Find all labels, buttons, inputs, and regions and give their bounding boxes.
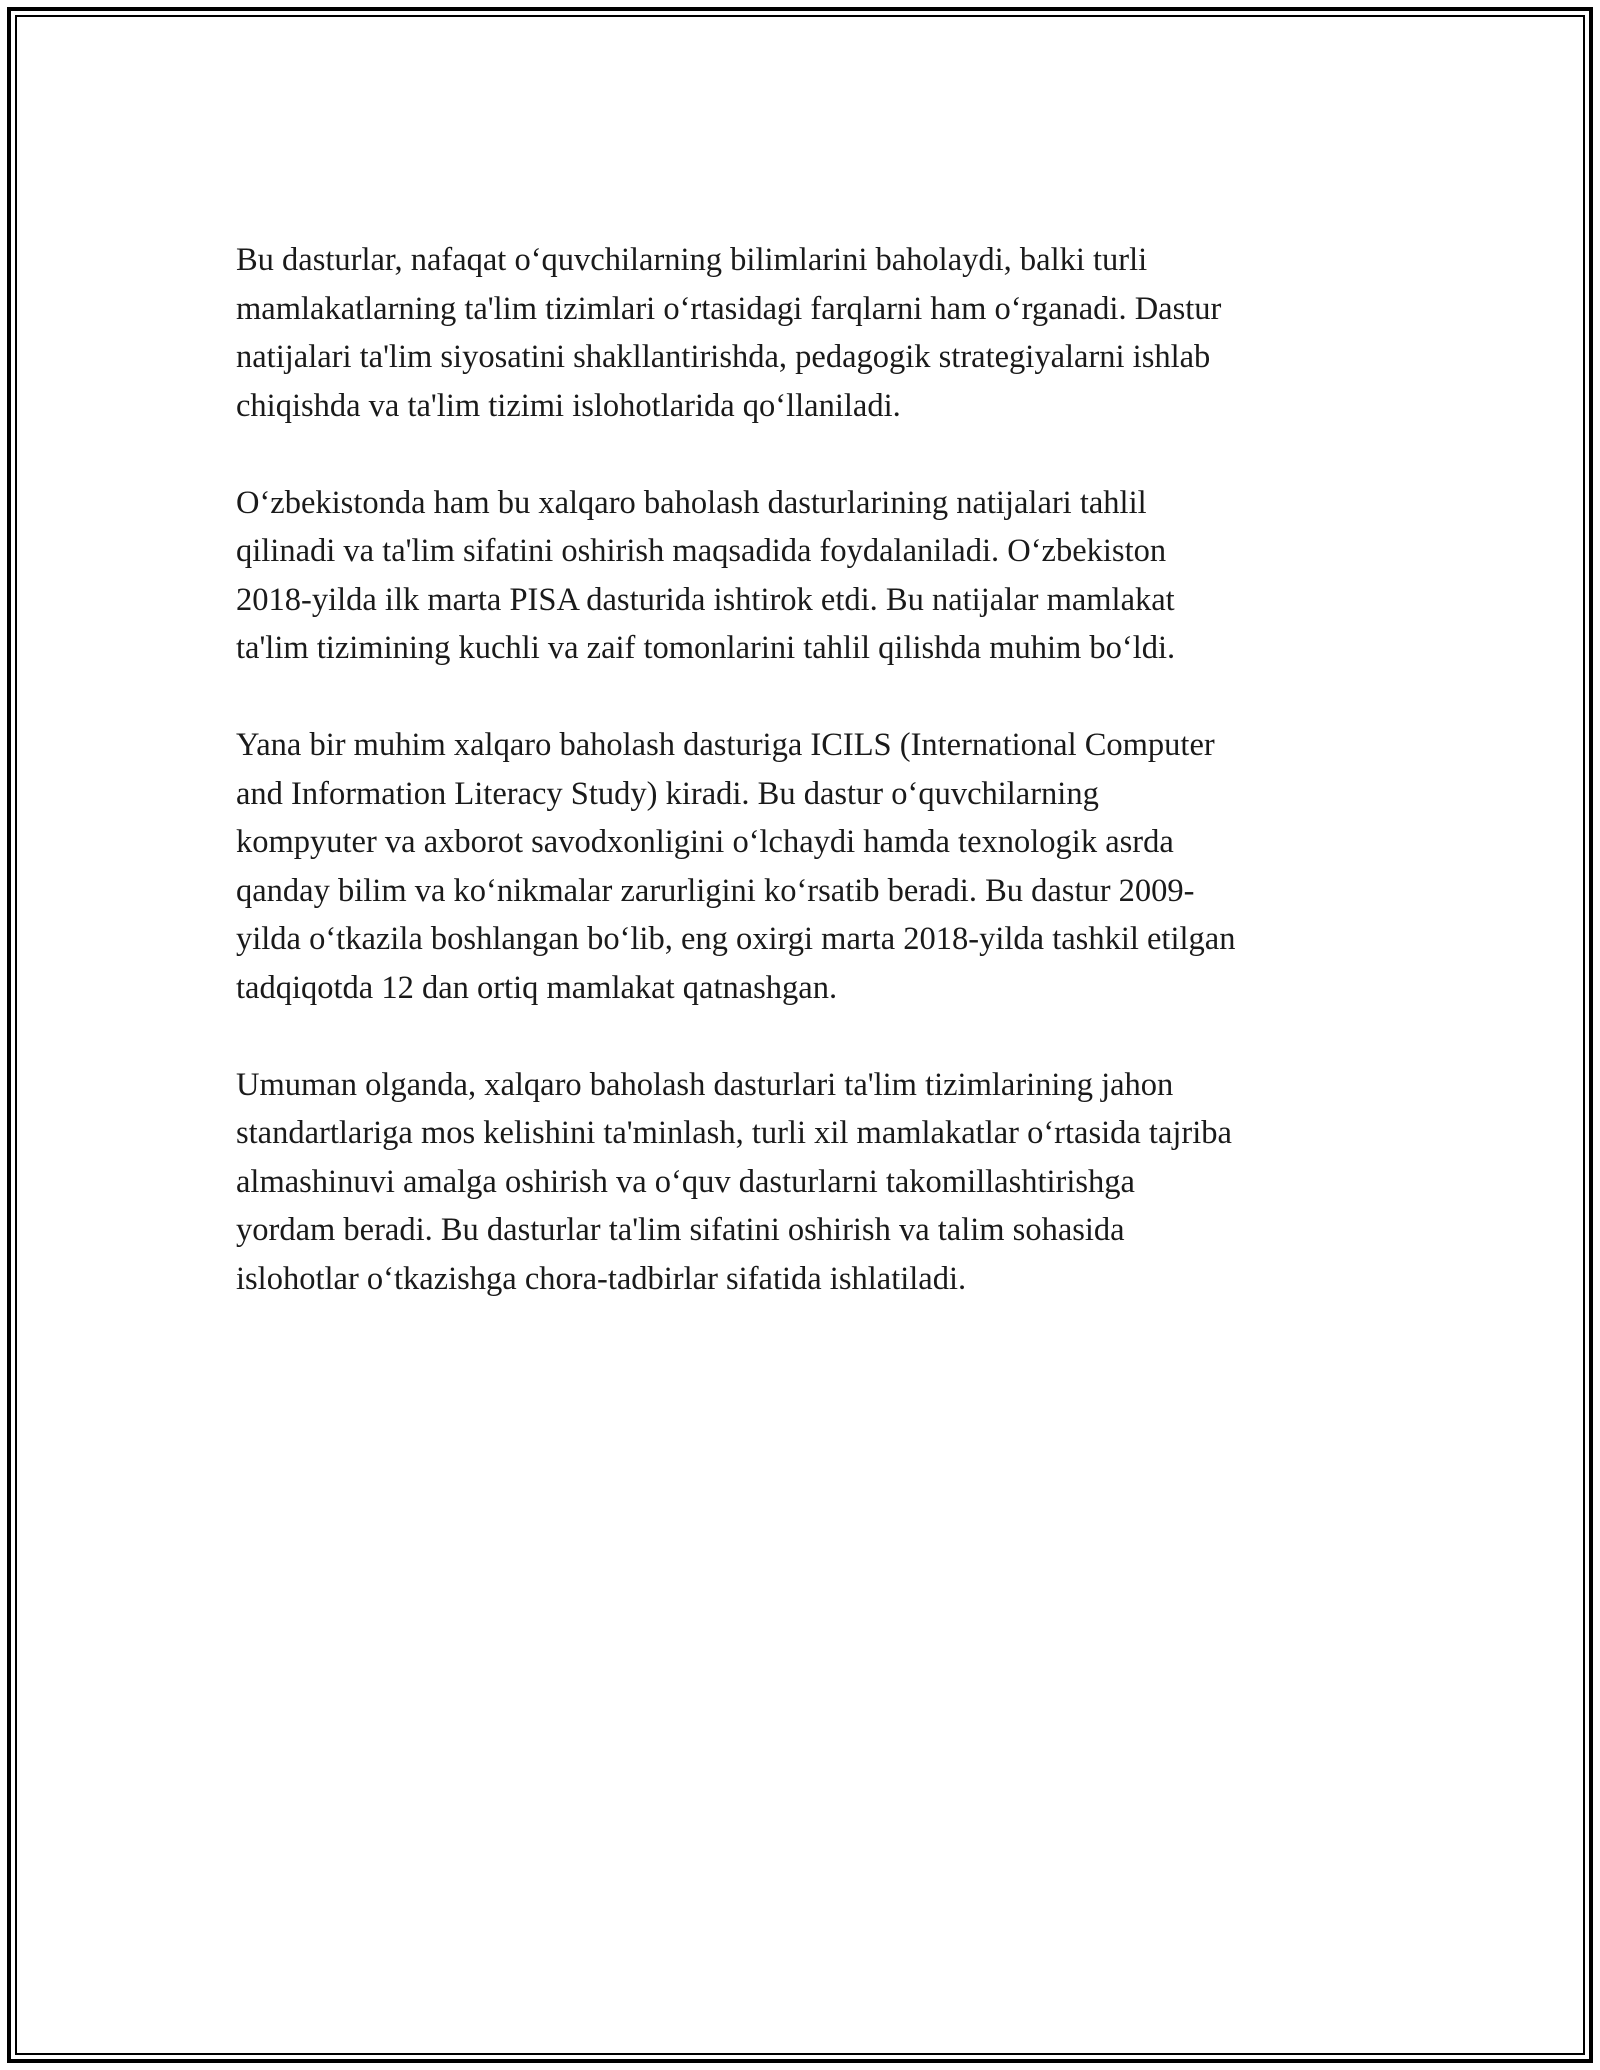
text-line: ta'lim tizimining kuchli va zaif tomonlarini tahlil qilishda muhim bo‘ldi. <box>236 630 1176 666</box>
document-body <box>236 236 1366 1352</box>
text-line: islohotlar o‘tkazishga chora-tadbirlar sifatida ishlatiladi. <box>236 1260 967 1297</box>
text-line: almashinuvi amalga oshirish va o‘quv dasturlarni takomillashtirishga <box>236 1163 1135 1200</box>
paragraph-3 <box>236 721 1366 1012</box>
text-line: natijalari ta'lim siyosatini shakllantirishda, pedagogik strategiyalarni ishlab <box>236 339 1211 375</box>
text-line: yilda o‘tkazila boshlangan bo‘lib, eng oxirgi marta 2018-yilda tashkil etilgan <box>236 921 1236 957</box>
paragraph-2 <box>236 479 1366 673</box>
paragraph-1 <box>236 236 1366 430</box>
text-line: 2018-yilda ilk marta PISA dasturida ishtirok etdi. Bu natijalar mamlakat <box>236 581 1175 618</box>
text-line: chiqishda va ta'lim tizimi islohotlarida qo‘llaniladi. <box>236 387 901 424</box>
text-line: O‘zbekistonda ham bu xalqaro baholash dasturlarining natijalari tahlil <box>236 484 1147 521</box>
text-line: yordam beradi. Bu dasturlar ta'lim sifatini oshirish va talim sohasida <box>236 1212 1125 1248</box>
text-line: kompyuter va axborot savodxonligini o‘lchaydi hamda texnologik asrda <box>236 824 1174 860</box>
text-line: mamlakatlarning ta'lim tizimlari o‘rtasidagi farqlarni ham o‘rganadi. Dastur <box>236 290 1222 327</box>
text-line: Bu dasturlar, nafaqat o‘quvchilarning bilimlarini baholaydi, balki turli <box>236 242 1148 278</box>
text-line: and Information Literacy Study) kiradi. Bu dastur o‘quvchilarning <box>236 775 1099 812</box>
text-line: qilinadi va ta'lim sifatini oshirish maqsadida foydalaniladi. O‘zbekiston <box>236 533 1167 569</box>
text-line: standartlariga mos kelishini ta'minlash, turli xil mamlakatlar o‘rtasida tajriba <box>236 1115 1232 1151</box>
paragraph-4 <box>236 1061 1366 1304</box>
text-line: qanday bilim va ko‘nikmalar zarurligini ko‘rsatib beradi. Bu dastur 2009- <box>236 872 1195 909</box>
text-line: tadqiqotda 12 dan ortiq mamlakat qatnashgan. <box>236 969 838 1006</box>
text-line: Umuman olganda, xalqaro baholash dasturlari ta'lim tizimlarining jahon <box>236 1066 1174 1103</box>
text-line: Yana bir muhim xalqaro baholash dasturiga ICILS (International Computer <box>236 727 1215 763</box>
